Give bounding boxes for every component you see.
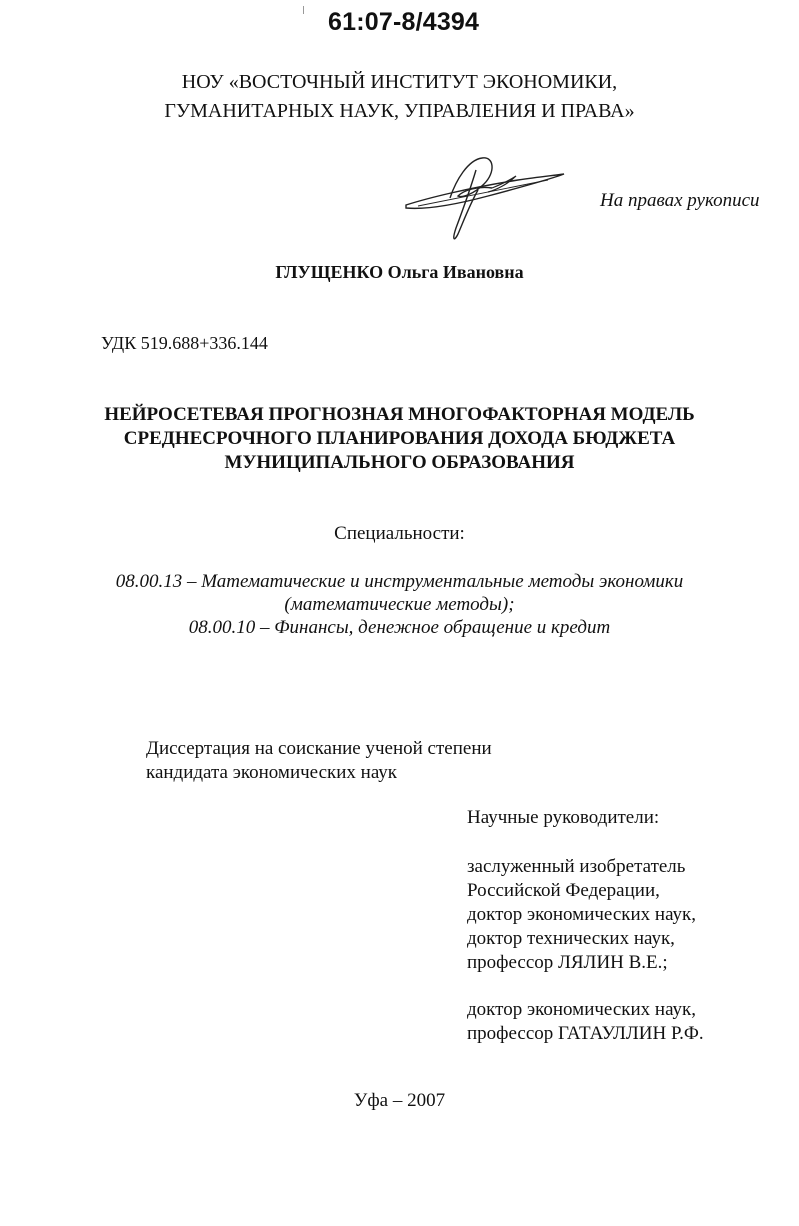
title-line-3: МУНИЦИПАЛЬНОГО ОБРАЗОВАНИЯ [224, 452, 575, 473]
supervisor-second-line: доктор экономических наук, [467, 999, 697, 1020]
supervisors-label: Научные руководители: [467, 807, 660, 828]
degree-line-2: кандидата экономических наук [146, 762, 398, 783]
scan-mark [303, 6, 304, 14]
institution-name [0, 68, 799, 126]
supervisor-first-line: доктор технических наук, [467, 928, 675, 949]
title-line-1: НЕЙРОСЕТЕВАЯ ПРОГНОЗНАЯ МНОГОФАКТОРНАЯ МОДЕЛЬ [104, 404, 695, 425]
supervisor-second [467, 998, 704, 1046]
supervisor-second-line: профессор ГАТАУЛЛИН Р.Ф. [467, 1023, 704, 1044]
supervisor-first-line: заслуженный изобретатель [467, 856, 686, 877]
dissertation-title [0, 403, 799, 475]
institution-line-2: ГУМАНИТАРНЫХ НАУК, УПРАВЛЕНИЯ И ПРАВА» [164, 100, 635, 122]
degree-statement [146, 737, 492, 785]
degree-line-1: Диссертация на соискание ученой степени [146, 738, 492, 759]
specialties-heading: Специальности: [334, 523, 465, 544]
title-line-2: СРЕДНЕСРОЧНОГО ПЛАНИРОВАНИЯ ДОХОДА БЮДЖЕТА [123, 428, 676, 449]
udc-code: УДК 519.688+336.144 [101, 333, 268, 353]
specialty-line-1: 08.00.13 – Математические и инструментальные методы экономики [115, 571, 684, 592]
specialty-line-3: 08.00.10 – Финансы, денежное обращение и кредит [188, 617, 611, 638]
supervisor-first-line: Российской Федерации, [467, 880, 660, 901]
archive-code: 61:07-8/4394 [328, 8, 480, 36]
manuscript-note: На правах рукописи [600, 190, 760, 211]
supervisor-first [467, 855, 696, 975]
specialty-line-2: (математические методы); [284, 594, 515, 615]
city-year: Уфа – 2007 [353, 1090, 446, 1111]
specialties-list [0, 570, 799, 639]
supervisor-first-line: доктор экономических наук, [467, 904, 697, 925]
institution-line-1: НОУ «ВОСТОЧНЫЙ ИНСТИТУТ ЭКОНОМИКИ, [181, 71, 618, 93]
signature-image [398, 150, 568, 245]
supervisor-first-line: профессор ЛЯЛИН В.Е.; [467, 952, 668, 973]
author-name: ГЛУЩЕНКО Ольга Ивановна [275, 262, 524, 282]
